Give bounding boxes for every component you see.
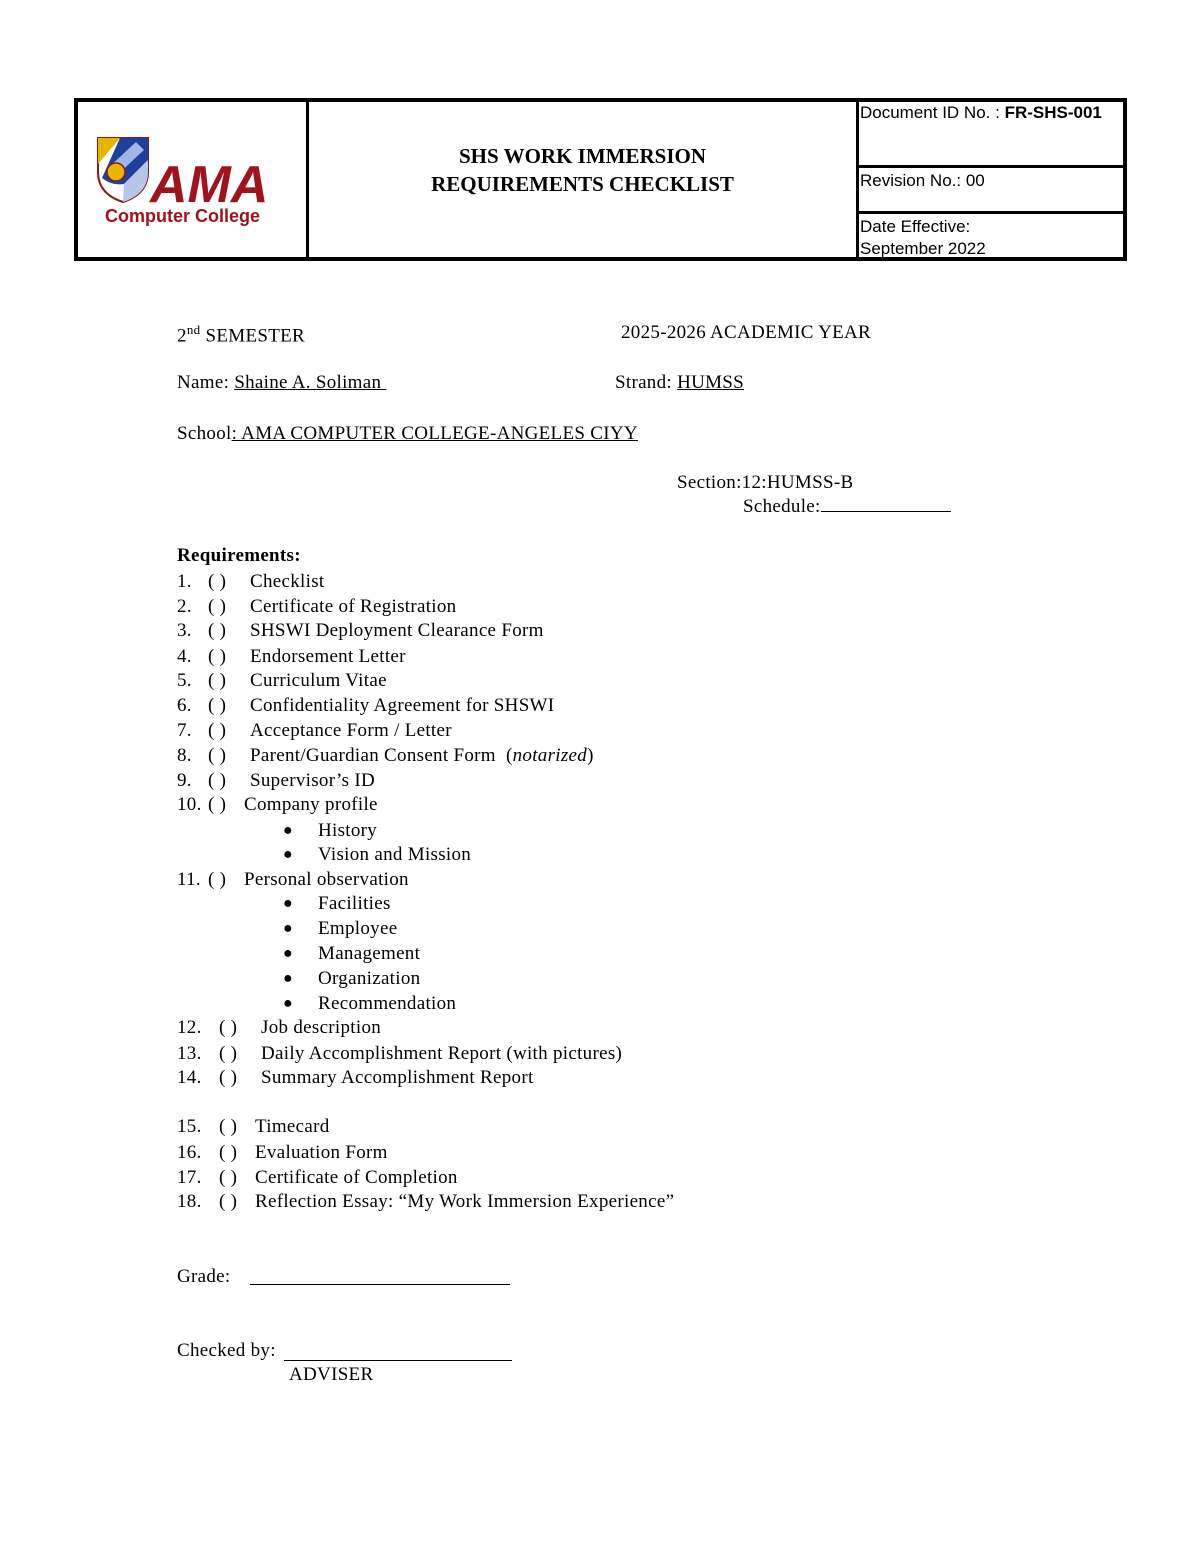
semester-suffix: nd xyxy=(186,322,201,337)
requirement-number: 11. xyxy=(177,869,201,890)
requirement-checkbox[interactable]: ( ) xyxy=(208,620,227,641)
requirement-checkbox[interactable]: ( ) xyxy=(219,1167,238,1188)
requirement-label-text: Evaluation Form xyxy=(255,1142,388,1163)
requirement-number: 2. xyxy=(177,596,192,617)
requirement-number: 6. xyxy=(177,695,192,716)
requirement-number: 12. xyxy=(177,1017,202,1038)
requirement-label-text: Certificate of Completion xyxy=(255,1167,458,1188)
requirement-checkbox[interactable]: ( ) xyxy=(208,794,227,815)
requirement-label xyxy=(255,1191,674,1213)
requirement-label xyxy=(261,1017,381,1039)
school-field xyxy=(177,423,638,445)
requirement-label-text: Endorsement Letter xyxy=(250,646,406,667)
requirement-label-text: Timecard xyxy=(255,1116,330,1137)
semester-number: 2 xyxy=(177,325,187,347)
requirement-label xyxy=(244,794,378,816)
requirement-checkbox[interactable]: ( ) xyxy=(208,770,227,791)
academic-year: 2025-2026 ACADEMIC YEAR xyxy=(621,322,872,343)
title-line-2: REQUIREMENTS CHECKLIST xyxy=(431,172,734,196)
requirement-number: 8. xyxy=(177,745,192,766)
adviser-label: ADVISER xyxy=(289,1364,374,1385)
semester-label: SEMESTER xyxy=(200,325,305,347)
document-id-value: FR-SHS-001 xyxy=(1004,103,1102,122)
requirement-subitem: History xyxy=(318,820,378,841)
requirement-label-text: Curriculum Vitae xyxy=(250,670,387,691)
requirement-label xyxy=(261,1043,622,1065)
requirement-label xyxy=(255,1167,458,1189)
school-value: : AMA COMPUTER COLLEGE-ANGELES CIYY xyxy=(231,423,638,444)
requirement-number: 9. xyxy=(177,770,192,791)
name-value: Shaine A. Soliman xyxy=(234,372,382,393)
requirement-subitem: Management xyxy=(318,943,421,964)
requirement-label-text: SHSWI Deployment Clearance Form xyxy=(250,620,544,641)
name-label: Name: xyxy=(177,372,230,393)
requirement-note: notarized xyxy=(512,745,588,766)
strand-value: HUMSS xyxy=(677,372,745,393)
requirement-label xyxy=(250,670,387,692)
requirement-subitem: Organization xyxy=(318,968,421,989)
requirement-label-text: Personal observation xyxy=(244,869,409,890)
bullet-icon: ● xyxy=(283,822,293,839)
requirement-label: Parent/Guardian Consent Form (notarized) xyxy=(250,745,594,766)
requirement-label-text: Parent/Guardian Consent Form xyxy=(250,745,496,766)
requirement-checkbox[interactable]: ( ) xyxy=(219,1116,238,1137)
schedule-label: Schedule: xyxy=(743,496,821,517)
requirement-checkbox[interactable]: ( ) xyxy=(219,1067,238,1088)
requirement-number: 16. xyxy=(177,1142,202,1163)
date-effective-value: September 2022 xyxy=(860,239,986,258)
name-field xyxy=(177,372,386,394)
bullet-icon: ● xyxy=(283,995,293,1012)
requirement-label xyxy=(255,1142,388,1164)
grade-blank[interactable] xyxy=(250,1284,510,1285)
requirement-label-text: Summary Accomplishment Report xyxy=(261,1067,534,1088)
requirement-checkbox[interactable]: ( ) xyxy=(208,646,227,667)
requirement-number: 14. xyxy=(177,1067,202,1088)
date-effective-label: Date Effective: xyxy=(860,217,971,236)
requirement-checkbox[interactable]: ( ) xyxy=(208,670,227,691)
bullet-icon: ● xyxy=(283,970,293,987)
requirement-checkbox[interactable]: ( ) xyxy=(219,1142,238,1163)
requirement-checkbox[interactable]: ( ) xyxy=(208,745,227,766)
requirement-number: 1. xyxy=(177,571,192,592)
checked-by-field xyxy=(177,1340,276,1362)
requirement-label-text: Acceptance Form / Letter xyxy=(250,720,452,741)
requirement-label xyxy=(250,770,375,792)
logo-cell xyxy=(78,102,309,257)
requirement-subitem: Vision and Mission xyxy=(318,844,472,865)
bullet-icon: ● xyxy=(283,895,293,912)
title-line-1: SHS WORK IMMERSION xyxy=(459,144,706,168)
requirement-label xyxy=(255,1116,330,1138)
requirement-label-text: Confidentiality Agreement for SHSWI xyxy=(250,695,555,716)
requirement-number: 18. xyxy=(177,1191,202,1212)
requirement-number: 15. xyxy=(177,1116,202,1137)
requirement-label-text: Company profile xyxy=(244,794,378,815)
requirement-label-text: Certificate of Registration xyxy=(250,596,457,617)
schedule-field xyxy=(743,496,951,518)
requirement-number: 4. xyxy=(177,646,192,667)
requirement-label-text: Supervisor’s ID xyxy=(250,770,376,791)
strand-label: Strand: xyxy=(615,372,672,393)
requirement-checkbox[interactable]: ( ) xyxy=(208,869,227,890)
requirement-checkbox[interactable]: ( ) xyxy=(219,1043,238,1064)
school-label: School xyxy=(177,423,232,444)
document-meta xyxy=(859,102,1123,257)
requirement-label xyxy=(250,620,544,642)
revision-row xyxy=(859,168,1123,214)
requirement-checkbox[interactable]: ( ) xyxy=(208,695,227,716)
requirement-label-text: Daily Accomplishment Report (with pictures) xyxy=(261,1043,623,1064)
bullet-icon: ● xyxy=(283,945,293,962)
requirement-label xyxy=(250,646,406,668)
requirement-label xyxy=(250,596,456,618)
requirement-number: 17. xyxy=(177,1167,202,1188)
date-effective-row xyxy=(859,214,1123,257)
requirement-checkbox[interactable]: ( ) xyxy=(208,571,227,592)
logo-wordmark: AMA xyxy=(150,156,269,214)
requirement-checkbox[interactable]: ( ) xyxy=(219,1017,238,1038)
requirement-number: 13. xyxy=(177,1043,202,1064)
requirement-subitem: Facilities xyxy=(318,893,391,914)
bullet-icon: ● xyxy=(283,920,293,937)
logo-subtext: Computer College xyxy=(105,206,261,226)
requirement-label xyxy=(261,1067,534,1089)
schedule-blank[interactable] xyxy=(821,511,951,512)
requirement-subitem: Recommendation xyxy=(318,993,457,1014)
requirement-number: 3. xyxy=(177,620,192,641)
requirement-label xyxy=(244,869,409,891)
semester xyxy=(177,322,305,347)
document-id-label: Document ID No. : xyxy=(860,103,1000,122)
checked-by-blank[interactable] xyxy=(284,1360,512,1361)
requirement-number: 7. xyxy=(177,720,192,741)
checked-by-label: Checked by: xyxy=(177,1340,276,1361)
title-cell xyxy=(309,102,859,257)
requirement-label-text: Checklist xyxy=(250,571,325,592)
revision-text: Revision No.: 00 xyxy=(860,171,985,190)
ama-logo xyxy=(78,102,306,257)
requirements-heading: Requirements: xyxy=(177,545,301,566)
grade-label: Grade: xyxy=(177,1266,231,1287)
requirement-label xyxy=(250,571,324,593)
requirement-number: 5. xyxy=(177,670,192,691)
requirement-checkbox[interactable]: ( ) xyxy=(208,596,227,617)
section-field: Section:12:HUMSS-B xyxy=(677,472,854,493)
requirement-subitem: Employee xyxy=(318,918,398,939)
requirement-number: 10. xyxy=(177,794,202,815)
requirement-label-text: Job description xyxy=(261,1017,382,1038)
requirement-label-text: Reflection Essay: “My Work Immersion Experience” xyxy=(255,1191,675,1212)
requirement-label xyxy=(250,720,452,742)
strand-field xyxy=(615,372,744,394)
requirement-checkbox[interactable]: ( ) xyxy=(208,720,227,741)
grade-field xyxy=(177,1266,231,1288)
requirement-label xyxy=(250,695,554,717)
requirement-checkbox[interactable]: ( ) xyxy=(219,1191,238,1212)
bullet-icon: ● xyxy=(283,846,293,863)
document-title xyxy=(309,142,856,198)
document-header xyxy=(74,98,1127,261)
document-id-row xyxy=(859,102,1123,168)
